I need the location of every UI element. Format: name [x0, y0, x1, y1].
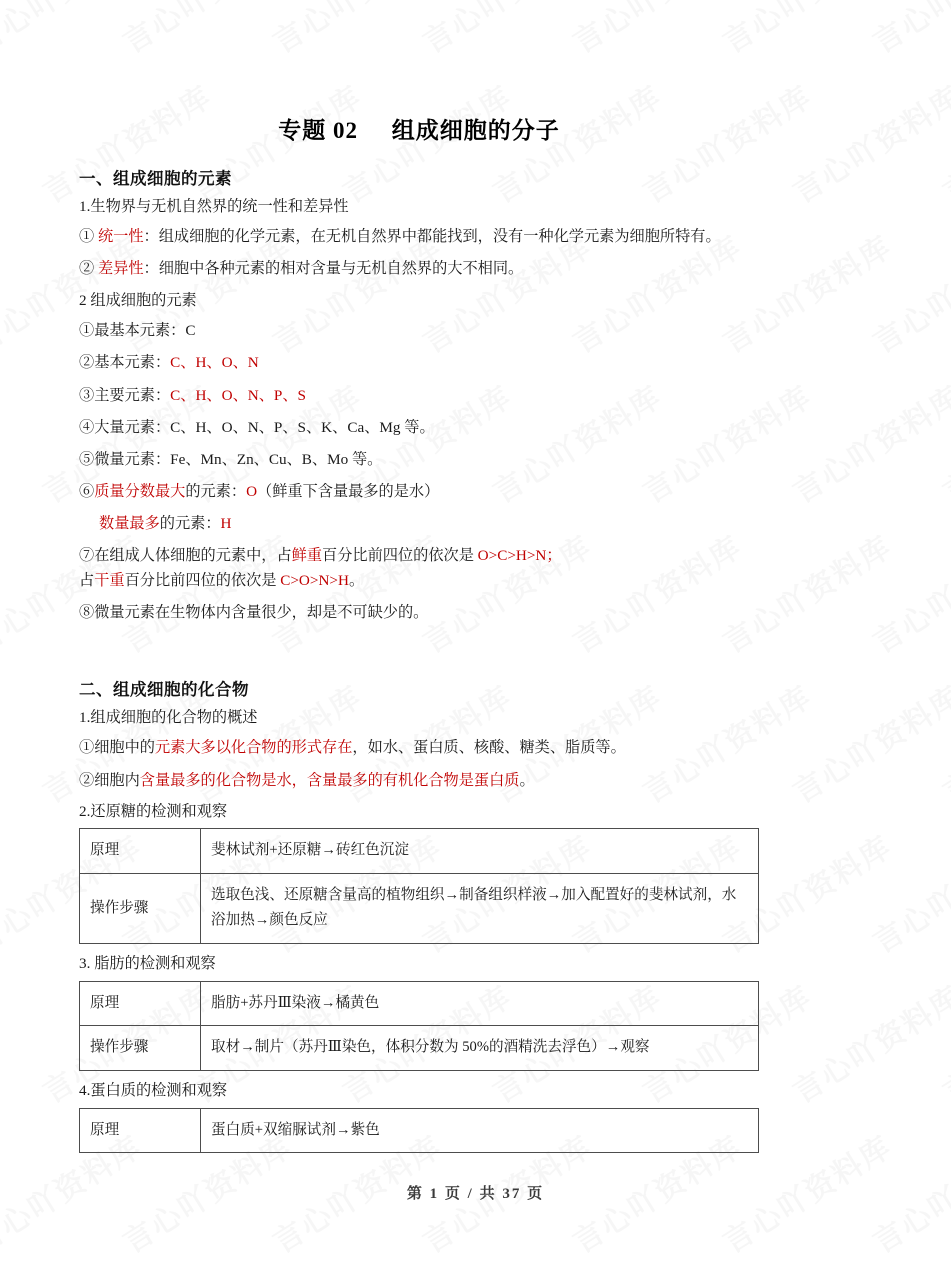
row-label: 原理 [80, 1108, 201, 1153]
text-run-0: ⑤微量元素：Fe、Mn、Zn、Cu、B、Mo 等。 [79, 450, 383, 468]
text-run-1: C、H、O、N [170, 354, 259, 372]
row-value: 斐林试剂+还原糖→砖红色沉淀 [201, 829, 759, 874]
row-label: 原理 [80, 981, 201, 1026]
text-run-0: ⑥ [79, 482, 95, 500]
text-run-1: 元素大多以化合物的形式存在 [154, 739, 353, 757]
text-run-0: ② [79, 260, 98, 278]
table-row [80, 981, 759, 1026]
text-run-2: ，如水、蛋白质、核酸、糖类、脂质等。 [352, 739, 626, 757]
page-footer: 第 1 页 / 共 37 页 [406, 1186, 545, 1202]
table-row [80, 873, 759, 943]
text-run-1: 的元素： [159, 514, 221, 532]
line-1-14-trace-elements-note [79, 601, 759, 624]
table-row [80, 1026, 759, 1071]
line-2-3-most-abundant [79, 769, 759, 792]
table-fat [79, 981, 759, 1071]
table-caption-reducing-sugar: 2.还原糖的检测和观察 [79, 802, 228, 820]
line-1-6-basic-elements [79, 351, 759, 374]
section-heading-elements: 一、组成细胞的元素 [79, 170, 232, 188]
line-2-1 [79, 706, 759, 729]
text-run-2: 的元素： [185, 482, 247, 500]
text-run-1: C、H、O、N、P、S [170, 386, 306, 404]
line-1-3-difference [79, 257, 759, 280]
title-number: 02 [333, 118, 358, 143]
page-content [79, 0, 759, 1157]
text-run-1: 质量分数最大 [94, 482, 186, 500]
row-value: 脂肪+苏丹Ⅲ染液→橘黄色 [201, 981, 759, 1026]
line-1-13-dry-weight-order [79, 569, 759, 592]
line-1-1 [79, 195, 759, 218]
table-caption-protein: 4.蛋白质的检测和观察 [79, 1081, 228, 1099]
text-run-3: O>C>H>N； [477, 547, 562, 565]
text-run-3: C>O>N>H [280, 572, 349, 590]
line-1-12-fresh-weight-order [79, 544, 759, 567]
line-1-7-main-elements [79, 384, 759, 407]
row-value: 蛋白质+双缩脲试剂→紫色 [201, 1108, 759, 1153]
text-run-2: H [220, 514, 232, 532]
line-1-9-trace-elements [79, 448, 759, 471]
text-run-2: 。 [519, 771, 535, 789]
text-run-0: ②细胞内 [79, 771, 140, 789]
text-run-0: ③主要元素： [79, 386, 171, 404]
text-run-0: 占 [79, 572, 95, 590]
line-1-4 [79, 289, 759, 312]
line-2-2-compound-form [79, 736, 759, 759]
text-run-1: 统一性 [97, 228, 144, 246]
line-1-11-most-numerous [79, 512, 759, 535]
text-run-0: ⑦在组成人体细胞的元素中，占 [79, 547, 292, 565]
row-label: 操作步骤 [80, 1026, 201, 1071]
text-run-0: 1.生物界与无机自然界的统一性和差异性 [79, 198, 349, 215]
text-run-0: ⑧微量元素在生物体内含量很少，却是不可缺少的。 [79, 604, 429, 622]
row-value: 取材→制片（苏丹Ⅲ染色，体积分数为 50%的酒精洗去浮色）→观察 [201, 1026, 759, 1071]
text-run-0: ①细胞中的 [79, 739, 155, 757]
text-run-2: 百分比前四位的依次是 [322, 547, 478, 565]
text-run-0: ① [79, 228, 98, 246]
section-heading-compounds: 二、组成细胞的化合物 [79, 681, 249, 700]
text-run-0: 2 组成细胞的元素 [79, 292, 197, 310]
title-prefix: 专题 [278, 118, 327, 143]
text-run-0: ④大量元素：C、H、O、N、P、S、K、Ca、Mg 等。 [79, 418, 435, 436]
table-protein [79, 1108, 759, 1154]
page-title [79, 0, 759, 145]
text-run-0: ①最基本元素：C [79, 322, 196, 340]
text-run-1: 含量最多的化合物是水，含量最多的有机化合物是蛋白质 [139, 771, 520, 789]
text-run-2: ：细胞中各种元素的相对含量与无机自然界的大不相同。 [143, 260, 524, 278]
text-run-1: 干重 [94, 572, 125, 590]
table-caption-fat: 3. 脂肪的检测和观察 [79, 954, 216, 972]
text-run-4: 。 [348, 572, 365, 590]
table-row [80, 829, 759, 874]
text-run-0: 数量最多 [99, 514, 160, 532]
line-1-5-most-basic-element [79, 319, 759, 342]
text-run-1: 鲜重 [291, 547, 322, 565]
row-label: 原理 [80, 829, 201, 874]
line-1-8-macro-elements [79, 416, 759, 439]
row-label: 操作步骤 [80, 873, 201, 943]
table-row [80, 1108, 759, 1153]
text-run-4: （鲜重下含量最多的是水） [257, 482, 440, 500]
text-run-2: ：组成细胞的化学元素，在无机自然界中都能找到，没有一种化学元素为细胞所特有。 [143, 228, 721, 246]
text-run-1: 差异性 [97, 260, 144, 278]
text-run-0: ②基本元素： [79, 354, 171, 372]
title-main: 组成细胞的分子 [391, 118, 560, 143]
text-run-3: O [246, 482, 258, 500]
line-1-10-largest-mass-fraction [79, 480, 759, 503]
row-value: 选取色浅、还原糖含量高的植物组织→制备组织样液→加入配置好的斐林试剂，水浴加热→颜色反应 [201, 873, 759, 943]
table-reducing-sugar [79, 828, 759, 944]
text-run-2: 百分比前四位的依次是 [124, 572, 281, 590]
text-run-0: 1.组成细胞的化合物的概述 [79, 709, 258, 727]
line-1-2-unity [79, 225, 759, 248]
